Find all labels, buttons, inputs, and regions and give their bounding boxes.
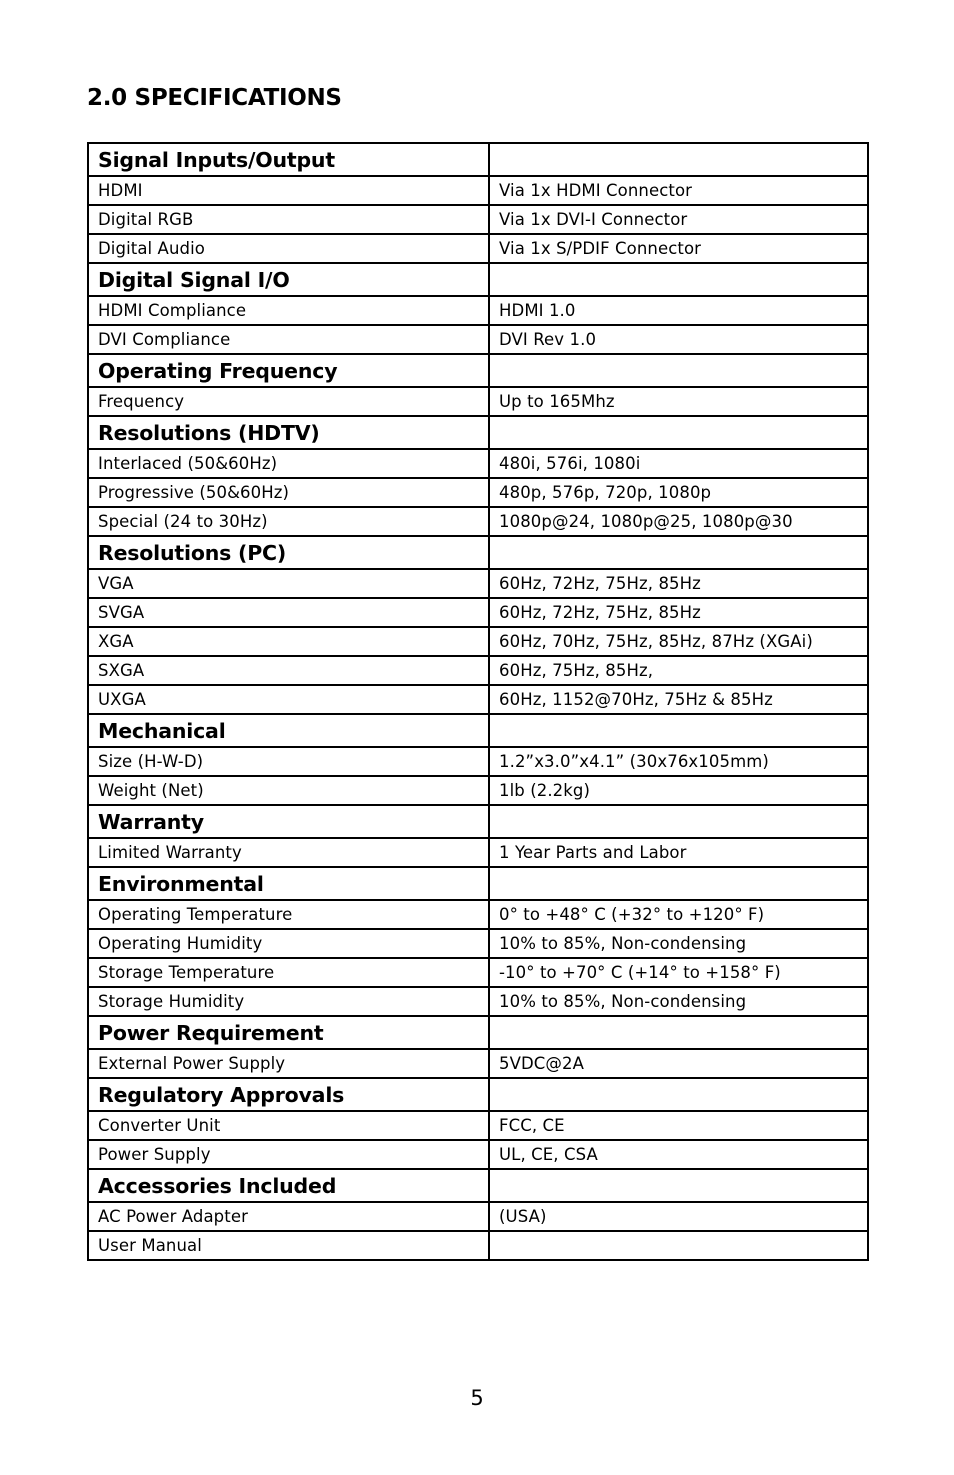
spec-value <box>489 1231 868 1260</box>
section-empty-cell <box>489 354 868 387</box>
specifications-table <box>87 142 869 1261</box>
spec-value: 60Hz, 75Hz, 85Hz, <box>489 656 868 685</box>
spec-label: SXGA <box>88 656 489 685</box>
section-header-row <box>88 805 868 838</box>
spec-row <box>88 449 868 478</box>
spec-row <box>88 478 868 507</box>
section-title: Warranty <box>88 805 489 838</box>
spec-value: 60Hz, 70Hz, 75Hz, 85Hz, 87Hz (XGAi) <box>489 627 868 656</box>
spec-label: Operating Temperature <box>88 900 489 929</box>
section-empty-cell <box>489 867 868 900</box>
section-header-row <box>88 143 868 176</box>
section-title: Accessories Included <box>88 1169 489 1202</box>
spec-row <box>88 685 868 714</box>
spec-label: Storage Humidity <box>88 987 489 1016</box>
section-empty-cell <box>489 263 868 296</box>
spec-value: UL, CE, CSA <box>489 1140 868 1169</box>
spec-row <box>88 1049 868 1078</box>
section-empty-cell <box>489 1078 868 1111</box>
section-title: Regulatory Approvals <box>88 1078 489 1111</box>
section-header-row <box>88 1078 868 1111</box>
spec-row <box>88 656 868 685</box>
section-title: Mechanical <box>88 714 489 747</box>
page-title: 2.0 SPECIFICATIONS <box>87 85 342 111</box>
specifications-table-body <box>88 143 868 1260</box>
spec-value: 1 Year Parts and Labor <box>489 838 868 867</box>
spec-row <box>88 747 868 776</box>
spec-value: HDMI 1.0 <box>489 296 868 325</box>
spec-label: SVGA <box>88 598 489 627</box>
spec-value: Via 1x S/PDIF Connector <box>489 234 868 263</box>
spec-label: User Manual <box>88 1231 489 1260</box>
section-title: Resolutions (PC) <box>88 536 489 569</box>
section-title: Resolutions (HDTV) <box>88 416 489 449</box>
section-title: Signal Inputs/Output <box>88 143 489 176</box>
section-title: Digital Signal I/O <box>88 263 489 296</box>
spec-row <box>88 1111 868 1140</box>
spec-value: 60Hz, 1152@70Hz, 75Hz & 85Hz <box>489 685 868 714</box>
section-empty-cell <box>489 1016 868 1049</box>
spec-label: Power Supply <box>88 1140 489 1169</box>
spec-label: DVI Compliance <box>88 325 489 354</box>
spec-value: Via 1x DVI-I Connector <box>489 205 868 234</box>
spec-label: Converter Unit <box>88 1111 489 1140</box>
spec-row <box>88 234 868 263</box>
spec-value: FCC, CE <box>489 1111 868 1140</box>
spec-row <box>88 387 868 416</box>
spec-label: HDMI Compliance <box>88 296 489 325</box>
section-header-row <box>88 1016 868 1049</box>
spec-row <box>88 176 868 205</box>
spec-value: Up to 165Mhz <box>489 387 868 416</box>
spec-row <box>88 507 868 536</box>
section-title: Environmental <box>88 867 489 900</box>
spec-row <box>88 987 868 1016</box>
section-empty-cell <box>489 143 868 176</box>
spec-label: Digital RGB <box>88 205 489 234</box>
spec-row <box>88 900 868 929</box>
section-empty-cell <box>489 1169 868 1202</box>
spec-value: -10° to +70° C (+14° to +158° F) <box>489 958 868 987</box>
spec-row <box>88 627 868 656</box>
spec-label: UXGA <box>88 685 489 714</box>
spec-label: Special (24 to 30Hz) <box>88 507 489 536</box>
spec-row <box>88 205 868 234</box>
section-header-row <box>88 714 868 747</box>
spec-label: VGA <box>88 569 489 598</box>
section-empty-cell <box>489 536 868 569</box>
spec-row <box>88 1231 868 1260</box>
spec-label: Weight (Net) <box>88 776 489 805</box>
spec-value: 1080p@24, 1080p@25, 1080p@30 <box>489 507 868 536</box>
spec-value: 1lb (2.2kg) <box>489 776 868 805</box>
spec-label: External Power Supply <box>88 1049 489 1078</box>
spec-label: XGA <box>88 627 489 656</box>
page-number: 5 <box>470 1386 484 1410</box>
section-header-row <box>88 263 868 296</box>
spec-value: Via 1x HDMI Connector <box>489 176 868 205</box>
spec-value: DVI Rev 1.0 <box>489 325 868 354</box>
spec-value: 480i, 576i, 1080i <box>489 449 868 478</box>
section-title: Power Requirement <box>88 1016 489 1049</box>
spec-value: 60Hz, 72Hz, 75Hz, 85Hz <box>489 569 868 598</box>
spec-label: Digital Audio <box>88 234 489 263</box>
spec-row <box>88 569 868 598</box>
spec-label: Size (H-W-D) <box>88 747 489 776</box>
section-header-row <box>88 354 868 387</box>
spec-row <box>88 296 868 325</box>
spec-label: AC Power Adapter <box>88 1202 489 1231</box>
spec-row <box>88 1202 868 1231</box>
section-header-row <box>88 867 868 900</box>
spec-row <box>88 929 868 958</box>
spec-label: Frequency <box>88 387 489 416</box>
spec-row <box>88 325 868 354</box>
spec-label: Storage Temperature <box>88 958 489 987</box>
spec-value: 1.2”x3.0”x4.1” (30x76x105mm) <box>489 747 868 776</box>
spec-label: HDMI <box>88 176 489 205</box>
spec-label: Limited Warranty <box>88 838 489 867</box>
section-title: Operating Frequency <box>88 354 489 387</box>
spec-label: Progressive (50&60Hz) <box>88 478 489 507</box>
spec-row <box>88 776 868 805</box>
spec-label: Operating Humidity <box>88 929 489 958</box>
section-empty-cell <box>489 416 868 449</box>
spec-value: 10% to 85%, Non-condensing <box>489 929 868 958</box>
section-empty-cell <box>489 805 868 838</box>
spec-row <box>88 598 868 627</box>
spec-value: 5VDC@2A <box>489 1049 868 1078</box>
section-header-row <box>88 1169 868 1202</box>
spec-value: 10% to 85%, Non-condensing <box>489 987 868 1016</box>
section-empty-cell <box>489 714 868 747</box>
spec-row <box>88 958 868 987</box>
section-header-row <box>88 416 868 449</box>
spec-value: 480p, 576p, 720p, 1080p <box>489 478 868 507</box>
spec-row <box>88 838 868 867</box>
spec-label: Interlaced (50&60Hz) <box>88 449 489 478</box>
spec-value: 60Hz, 72Hz, 75Hz, 85Hz <box>489 598 868 627</box>
spec-value: 0° to +48° C (+32° to +120° F) <box>489 900 868 929</box>
spec-value: (USA) <box>489 1202 868 1231</box>
section-header-row <box>88 536 868 569</box>
spec-row <box>88 1140 868 1169</box>
